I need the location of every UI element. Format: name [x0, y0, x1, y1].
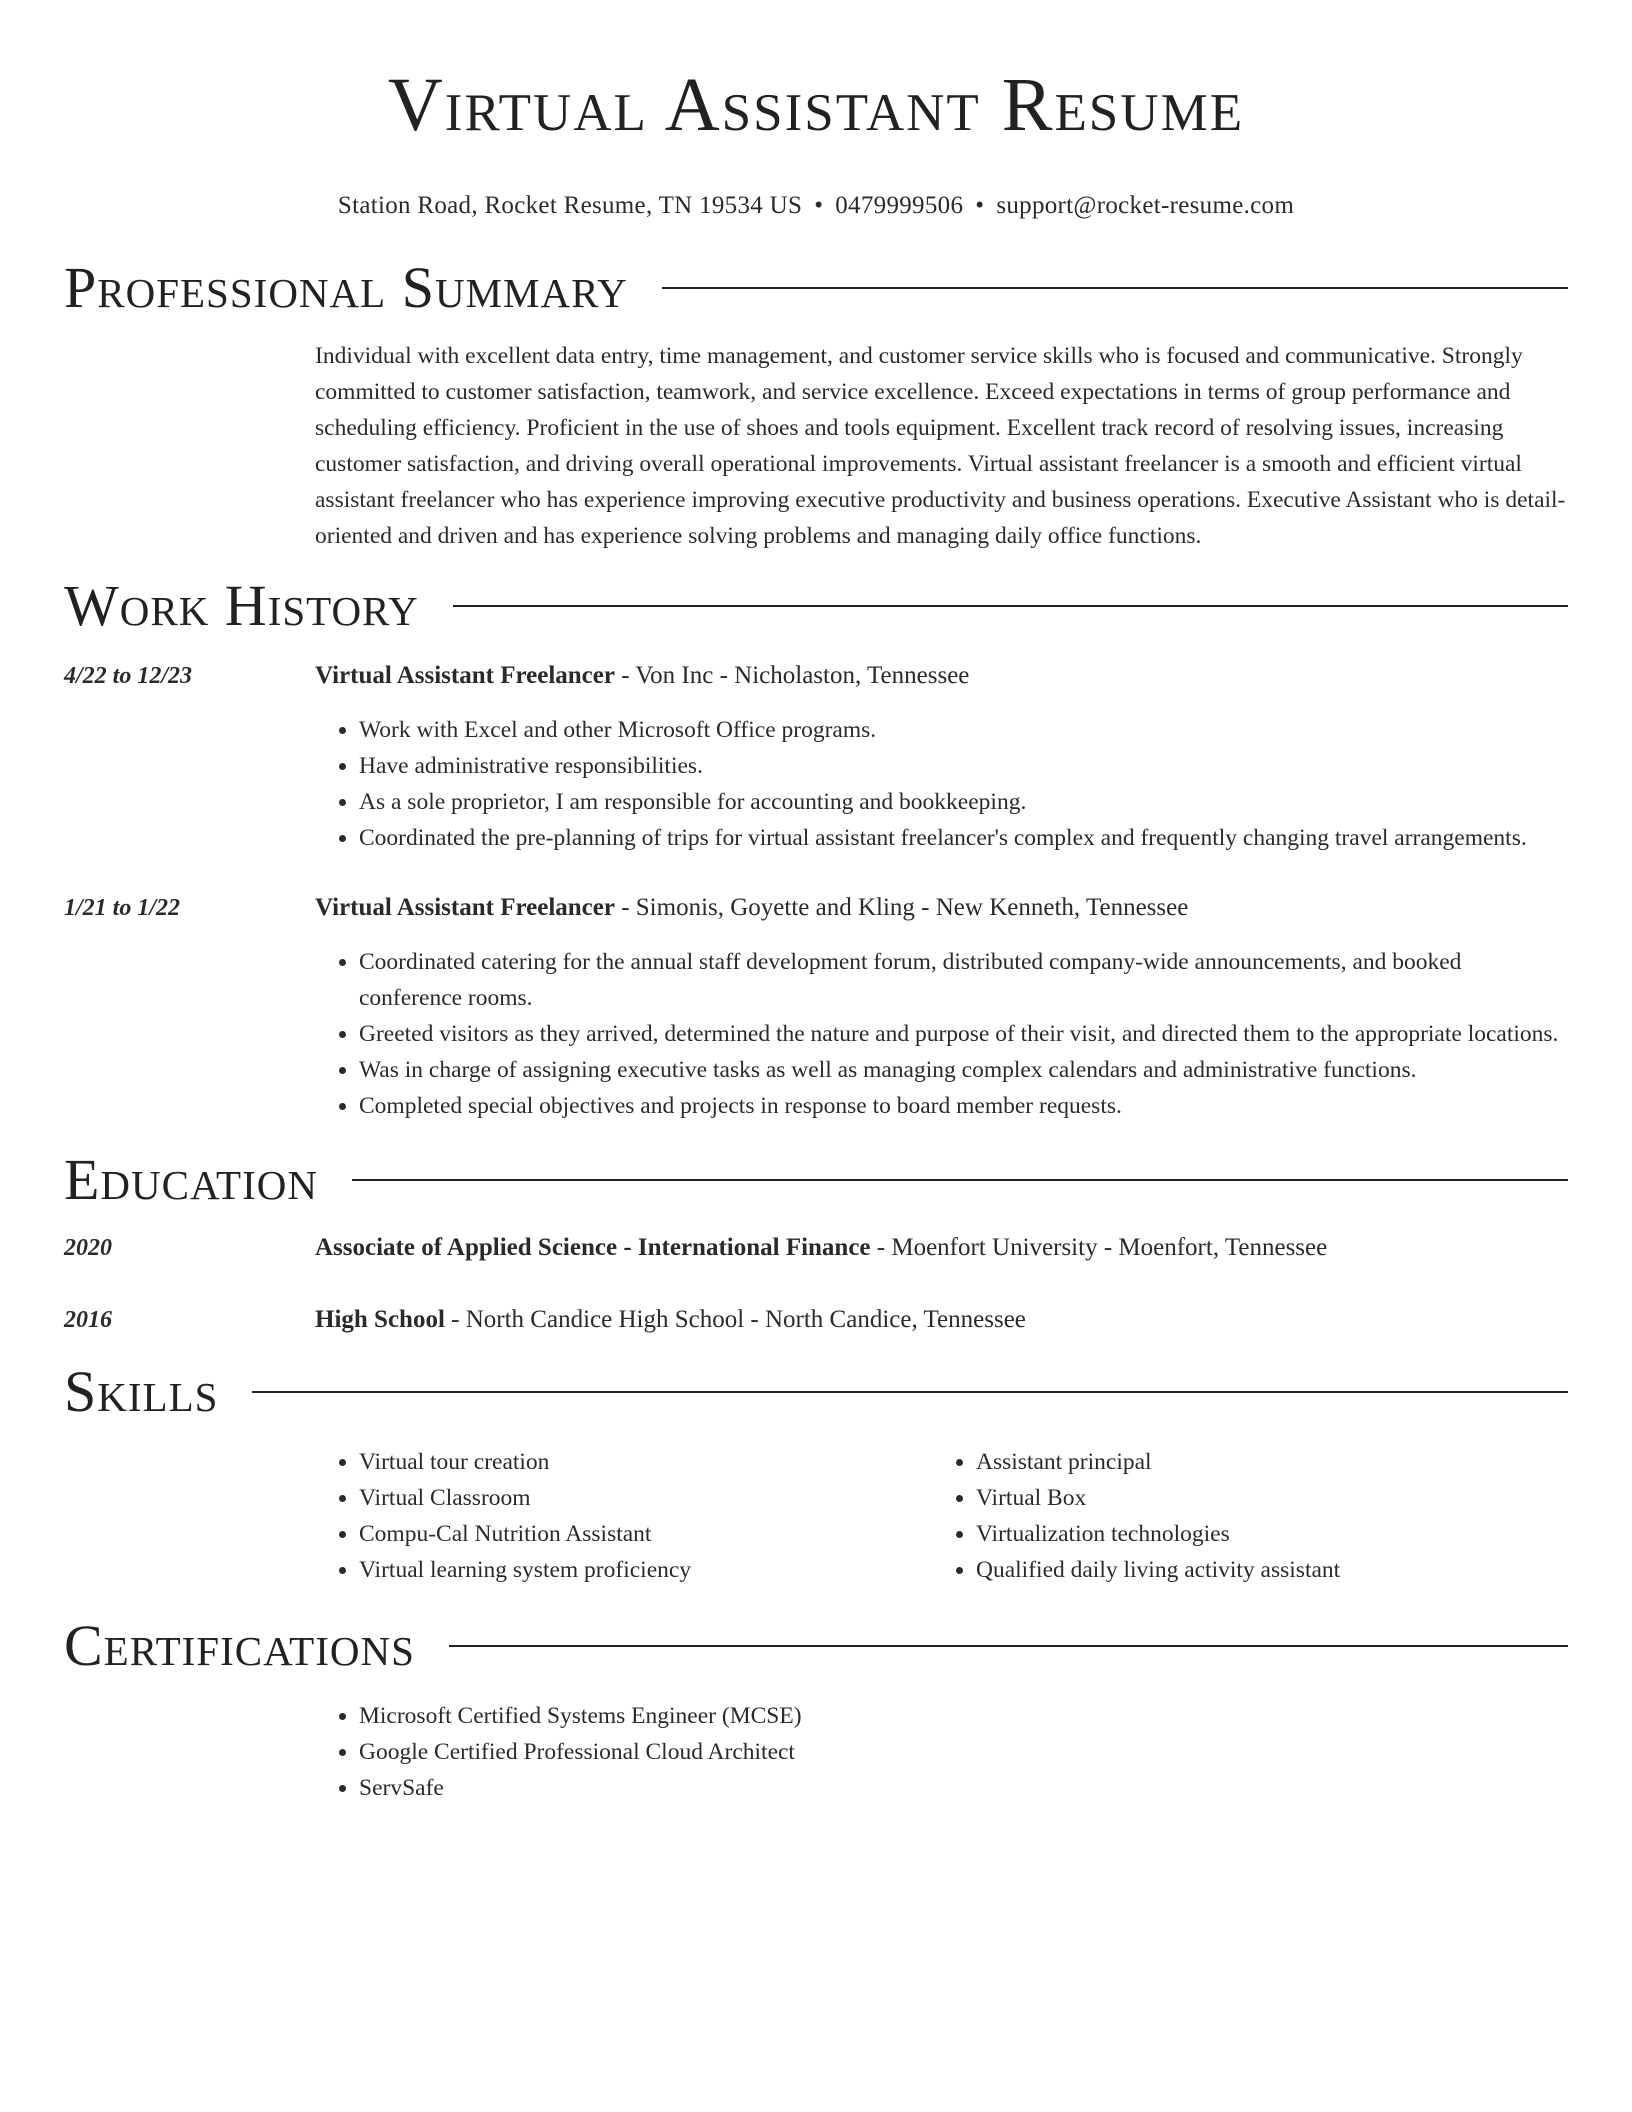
certifications-bullet-list	[315, 1698, 1568, 1806]
job-bullet-list	[315, 712, 1568, 856]
job-title: Virtual Assistant Freelancer	[315, 894, 615, 921]
education-line	[315, 1230, 1568, 1266]
job-dates: 1/21 to 1/22	[64, 895, 181, 921]
summary-heading: Professional Summary	[64, 255, 628, 320]
contact-phone: 0479999506	[835, 192, 964, 219]
list-item: • Greeted visitors as they arrived, determined the nature and purpose of their visit, and directed them to the appropriate locations.	[359, 1016, 1568, 1052]
list-item: • Coordinated catering for the annual staff development forum, distributed company-wide announcements, and booked conference rooms.	[359, 944, 1568, 1016]
skills-section-header	[64, 1360, 1568, 1424]
skill-item: • Virtual tour creation	[359, 1444, 932, 1480]
education-details: - North Candice High School - North Candice, Tennessee	[444, 1306, 1026, 1333]
contact-address: Station Road, Rocket Resume, TN 19534 US	[337, 192, 803, 219]
job-duties	[315, 944, 1568, 1124]
skill-item: • Compu-Cal Nutrition Assistant	[359, 1516, 932, 1552]
education-year: 2020	[64, 1235, 112, 1261]
skills-list	[315, 1444, 1568, 1588]
education-section-header	[64, 1148, 1568, 1212]
job-entry	[64, 890, 1568, 1124]
section-divider	[449, 1645, 1568, 1647]
skill-item: • Virtualization technologies	[976, 1516, 1549, 1552]
job-entry	[64, 658, 1568, 856]
list-item: • Work with Excel and other Microsoft Office programs.	[359, 712, 1568, 748]
work-section-header	[64, 574, 1568, 638]
certification-item: • Google Certified Professional Cloud Architect	[359, 1734, 1568, 1770]
contact-line	[64, 190, 1568, 222]
resume-title: Virtual Assistant Resume	[387, 63, 1245, 147]
education-entry	[64, 1230, 1568, 1266]
certification-item: • ServSafe	[359, 1770, 1568, 1806]
job-title-line	[315, 890, 1568, 926]
list-item: • Coordinated the pre-planning of trips for virtual assistant freelancer's complex and frequently changing travel arrangements.	[359, 820, 1568, 856]
certifications-section-header	[64, 1614, 1568, 1678]
contact-separator: •	[814, 192, 824, 219]
job-details: - Von Inc - Nicholaston, Tennessee	[614, 662, 970, 689]
job-title-line	[315, 658, 1568, 694]
skill-item: • Virtual learning system proficiency	[359, 1552, 932, 1588]
education-heading: Education	[64, 1147, 318, 1212]
section-divider	[252, 1391, 1568, 1393]
skill-item: • Virtual Classroom	[359, 1480, 932, 1516]
education-details: - Moenfort University - Moenfort, Tennessee	[870, 1234, 1328, 1261]
job-details: - Simonis, Goyette and Kling - New Kenneth, Tennessee	[614, 894, 1189, 921]
contact-separator: •	[975, 192, 985, 219]
education-line	[315, 1302, 1568, 1338]
job-duties	[315, 712, 1568, 856]
job-header	[64, 658, 1568, 694]
resume-page	[64, 0, 1568, 1806]
job-bullet-list	[315, 944, 1568, 1124]
list-item: • Was in charge of assigning executive tasks as well as managing complex calendars and administrative functions.	[359, 1052, 1568, 1088]
education-year: 2016	[64, 1307, 112, 1333]
skills-column-right	[932, 1444, 1549, 1588]
education-entry	[64, 1302, 1568, 1338]
education-degree: Associate of Applied Science - International Finance	[315, 1234, 871, 1261]
summary-text: Individual with excellent data entry, time management, and customer service skills who is focused and communicative. Strongly committed to customer satisfaction, teamwork, and service excellence. Exceed expectations in terms of group performance and scheduling efficiency. Proficient in the use of shoes and tools equipment. Excellent track record of resolving issues, increasing customer satisfaction, and driving overall operational improvements. Virtual assistant freelancer is a smooth and efficient virtual assistant freelancer who has experience improving executive productivity and business operations. Executive Assistant who is detail-oriented and driven and has experience solving problems and managing daily office functions.	[315, 343, 1566, 549]
contact-email: support@rocket-resume.com	[996, 192, 1295, 219]
skill-item: • Assistant principal	[976, 1444, 1549, 1480]
list-item: • Have administrative responsibilities.	[359, 748, 1568, 784]
skill-item: • Virtual Box	[976, 1480, 1549, 1516]
skill-item: • Qualified daily living activity assistant	[976, 1552, 1549, 1588]
section-divider	[352, 1179, 1568, 1181]
list-item: • Completed special objectives and projects in response to board member requests.	[359, 1088, 1568, 1124]
list-item: • As a sole proprietor, I am responsible for accounting and bookkeeping.	[359, 784, 1568, 820]
work-heading: Work History	[64, 573, 419, 638]
job-title: Virtual Assistant Freelancer	[315, 662, 615, 689]
skills-column-left	[315, 1444, 932, 1588]
certifications-list	[315, 1698, 1568, 1806]
job-header	[64, 890, 1568, 926]
job-dates: 4/22 to 12/23	[64, 663, 193, 689]
section-divider	[453, 605, 1568, 607]
certifications-heading: Certifications	[64, 1613, 415, 1678]
education-degree: High School	[315, 1306, 445, 1333]
certification-item: • Microsoft Certified Systems Engineer (MCSE)	[359, 1698, 1568, 1734]
summary-section-header	[64, 256, 1568, 320]
section-divider	[662, 287, 1568, 289]
skills-heading: Skills	[64, 1359, 219, 1424]
